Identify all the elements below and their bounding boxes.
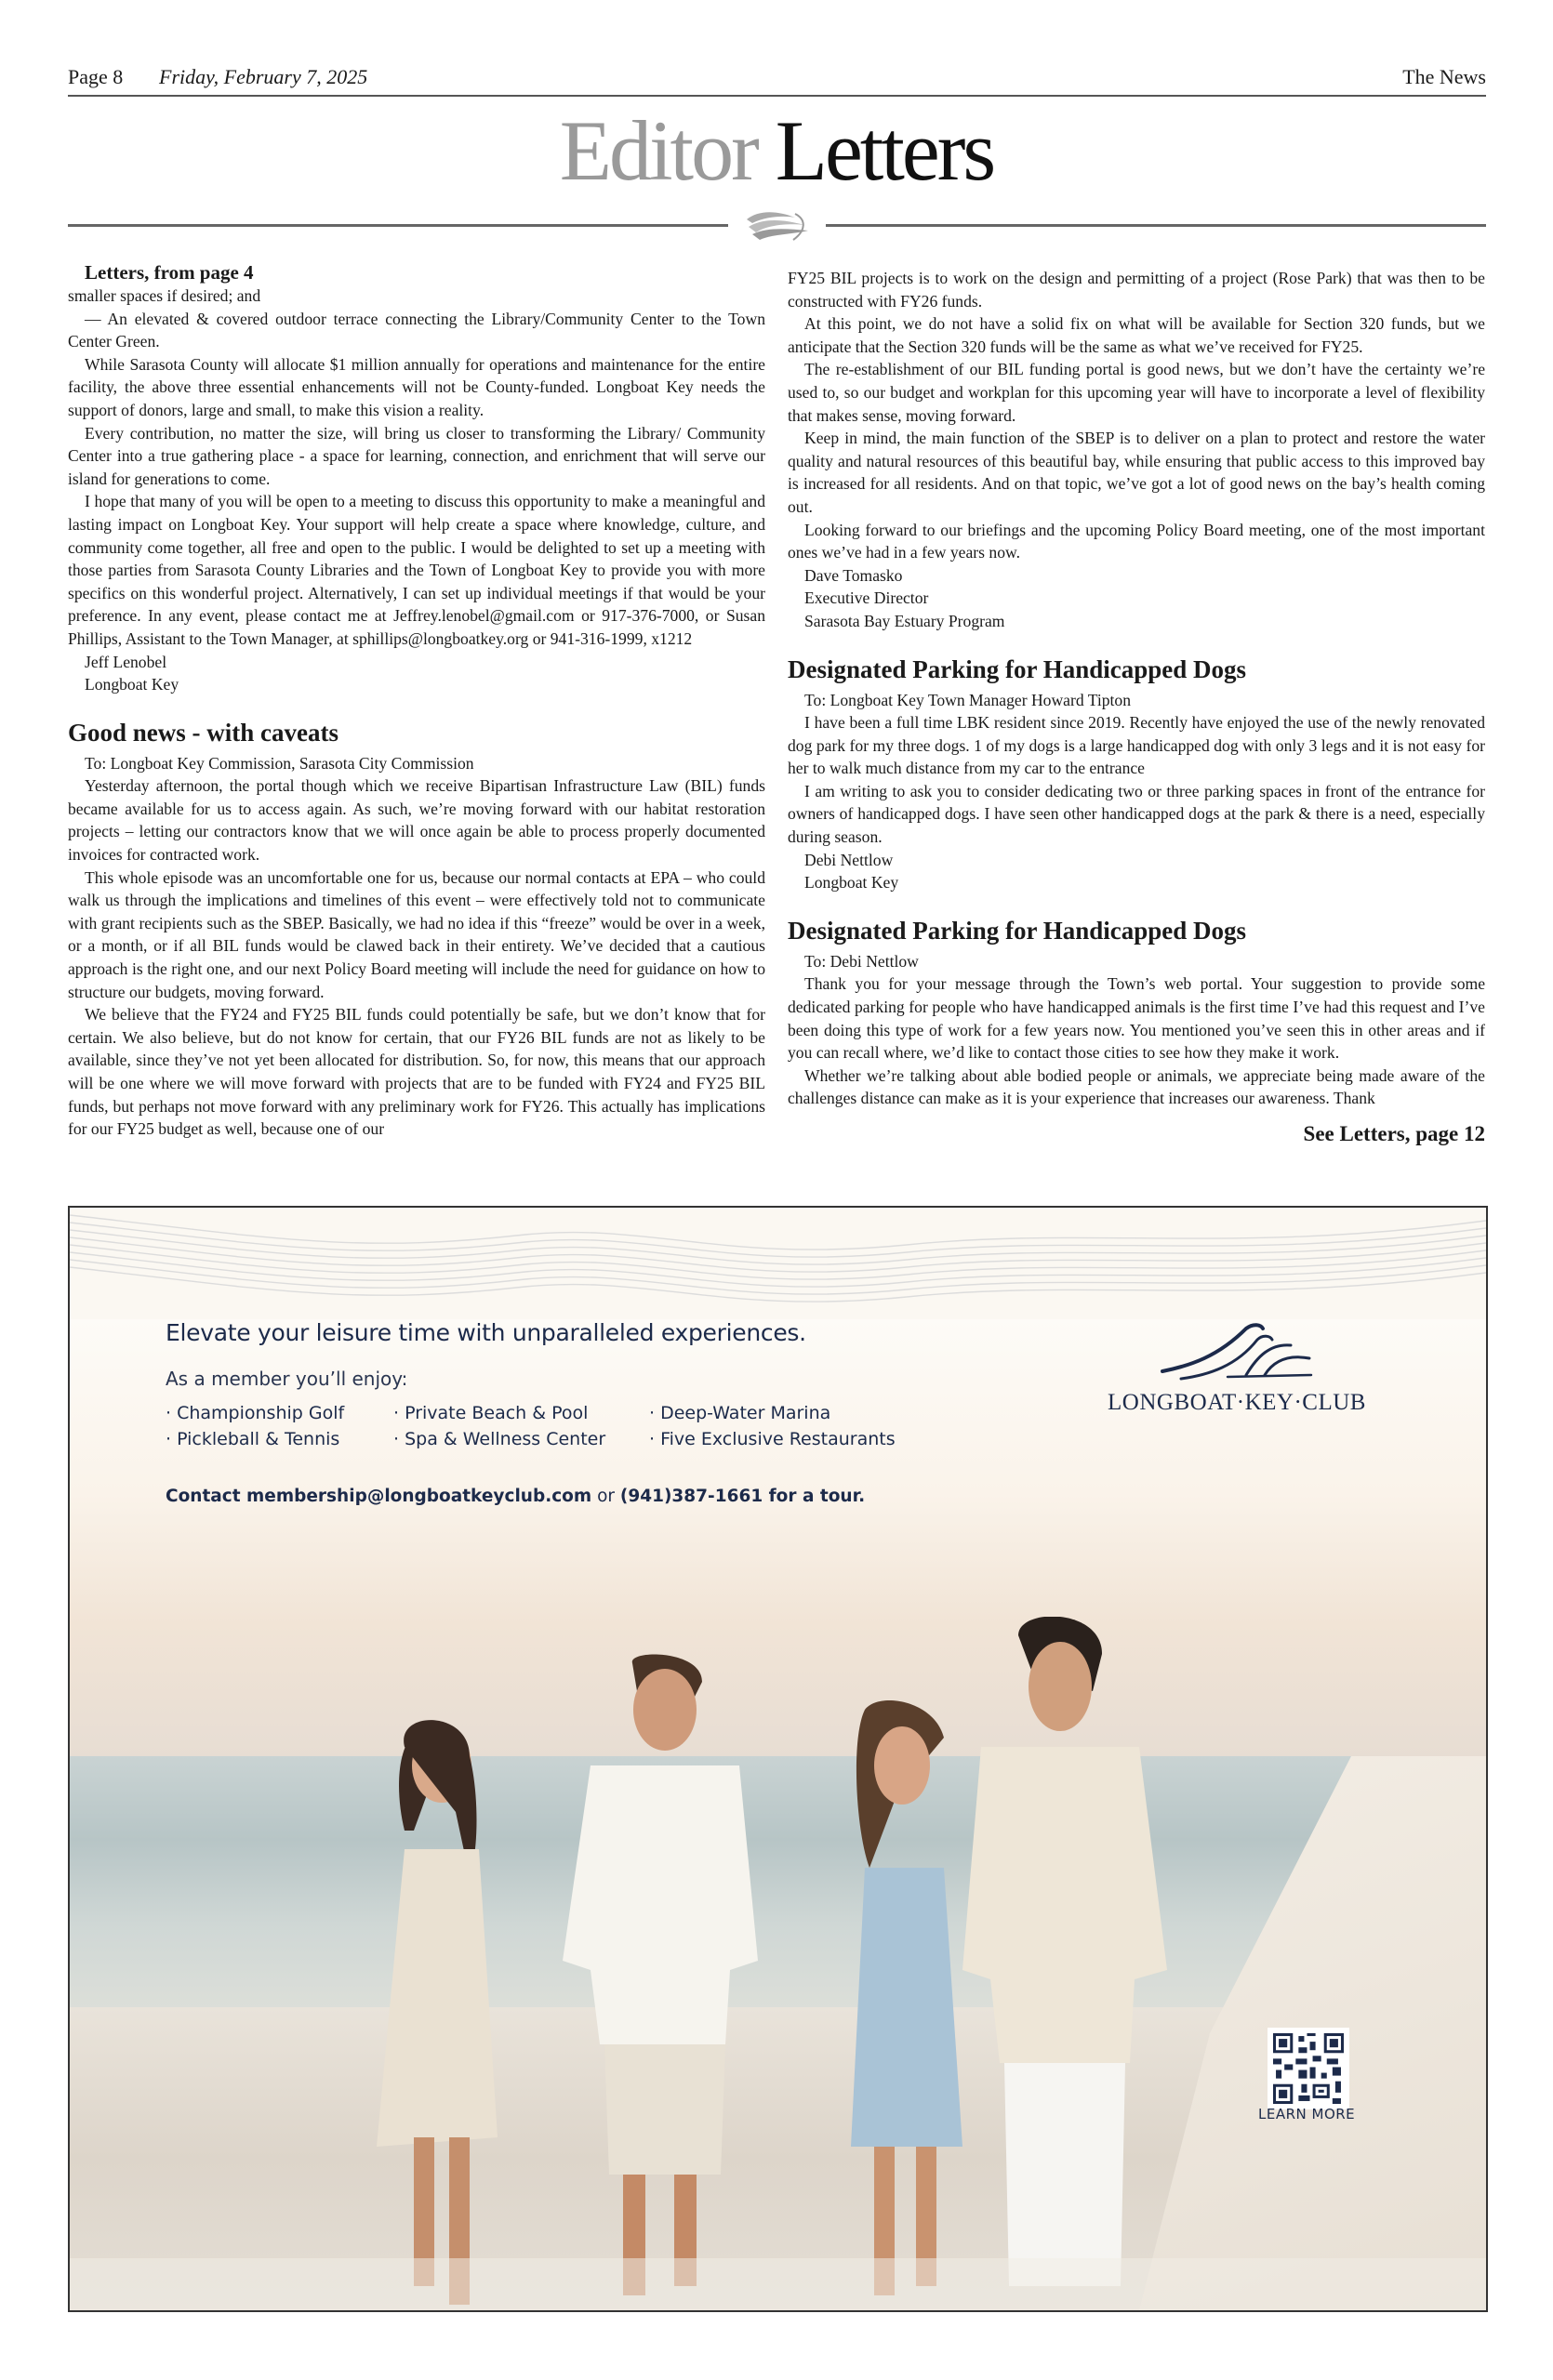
paragraph: At this point, we do not have a solid fix on what will be available for Section 320 funds, but we anticipate that the Section 320 funds will be the same as what we’ve received for FY25. [788, 314, 1485, 356]
letter-headline: Designated Parking for Handicapped Dogs [788, 654, 1247, 683]
paragraph: We believe that the FY24 and FY25 BIL funds could potentially be safe, but we don’t know that for certain. We also believe, but do not know for certain, that our FY26 BIL funds are not as likely to be available, since they’ve not yet been allocated for distribution. So, for now, this means that our approach will be one where we will move forward with projects that are to be funded with FY24 and FY25 BIL funds, but perhaps not move forward with any preliminary work for FY26. This actually has implications for our FY25 budget as well, because one of our [68, 1005, 765, 1139]
paragraph: FY25 BIL projects is to work on the design and permitting of a project (Rose Park) that was then to be constructed with FY26 funds. [788, 269, 1485, 311]
paragraph: Every contribution, no matter the size, will bring us closer to transforming the Library/ Community Center into a true gathering place - a space for learning, connection, and enrichment that will serve our island for generations to come. [68, 423, 765, 488]
ad-headline: Elevate your leisure time with unparalleled experiences. [166, 1319, 806, 1346]
paragraph: This whole episode was an uncomfortable one for us, because our normal contacts at EPA – who could walk us through the implications and timelines of this event – were effectively told not to communicate with grant recipients such as the SBEP. Basically, we had no idea if this “freeze” would be over in a week, or a month, or if all BIL funds would be clawed back in their entirety. We’ve decided that a cautious approach is the right one, and our next Policy Board meeting will include the need for guidance on how to structure our budgets, moving forward. [68, 867, 765, 1001]
paragraph: smaller spaces if desired; and [68, 286, 261, 305]
signature-location: Longboat Key [85, 675, 179, 694]
paragraph: Yesterday afternoon, the portal though which we receive Bipartisan Infrastructure Law (BIL) funds became available for us to access again. As such, we’re moving forward with our habitat restoration projects – letting our contractors know that we will once again be able to process properly documented invoices for contracted work. [68, 776, 765, 865]
ad-photo-foreground [70, 2258, 1486, 2310]
paragraph: — An elevated & covered outdoor terrace connecting the Library/Community Center to the Town Center Green. [68, 309, 765, 351]
continued-from-kicker: Letters, from page 4 [85, 261, 254, 284]
signature-name: Dave Tomasko [804, 565, 903, 585]
qr-code-icon [1273, 2033, 1344, 2104]
paragraph: I have been a full time LBK resident since 2019. Recently have enjoyed the use of the newly renovated dog park for my three dogs. 1 of my dogs is a large handicapped dog with only 3 legs and it is not easy for her to walk much distance from my car to the entrance [788, 713, 1485, 778]
paragraph: Whether we’re talking about able bodied people or animals, we appreciate being made aware of the challenges distance can make as it is your experience that increases our awareness. Thank [788, 1065, 1485, 1108]
contact-phone[interactable]: (941)387-1661 for a tour. [619, 1487, 866, 1506]
paragraph: Keep in mind, the main function of the SBEP is to deliver on a plan to protect and restore the water quality and natural resources of this beautiful bay, while ensuring that public access to this improved bay is increased for all residents. And on that topic, we’ve got a lot of good news on the bay’s health coming out. [788, 429, 1485, 516]
letter-recipient: To: Longboat Key Commission, Sarasota City Commission [85, 753, 474, 773]
left-column [68, 260, 765, 1141]
letter-recipient: To: Longboat Key Town Manager Howard Tipton [804, 690, 1132, 709]
paragraph: Looking forward to our briefings and the upcoming Policy Board meeting, one of the most important ones we’ve had in a few years now. [788, 520, 1485, 562]
benefit-item: · Five Exclusive Restaurants [649, 1429, 896, 1449]
signature-name: Jeff Lenobel [85, 652, 167, 671]
signature-name: Debi Nettlow [804, 850, 894, 869]
photo-person-man-left [544, 1654, 776, 2305]
photo-person-woman-left [339, 1710, 553, 2312]
page-number: Page 8 [68, 65, 124, 88]
photo-person-man-right [953, 1617, 1176, 2312]
section-title-word-1: Editor [559, 103, 757, 198]
contact-email-link[interactable]: Contact membership@longboatkeyclub.com [166, 1487, 592, 1506]
benefit-item: · Spa & Wellness Center [393, 1429, 606, 1449]
club-logo-name: LONGBOAT·KEY·CLUB [1108, 1390, 1366, 1415]
club-logo [1107, 1319, 1367, 1416]
continued-on-link: See Letters, page 12 [1303, 1122, 1485, 1145]
benefit-list [166, 1403, 928, 1449]
benefit-item: · Pickleball & Tennis [166, 1429, 340, 1449]
benefit-item: · Championship Golf [166, 1403, 345, 1423]
ad-contact [166, 1487, 865, 1506]
wave-pattern-icon [70, 1208, 1486, 1319]
wave-logo-icon [1153, 1319, 1321, 1386]
issue-date: Friday, February 7, 2025 [159, 65, 368, 88]
paragraph: I am writing to ask you to consider dedicating two or three parking spaces in front of the entrance for owners of handicapped dogs. I have seen other handicapped dogs at the park & there is a need, especially during season. [788, 781, 1485, 847]
signature-location: Longboat Key [804, 873, 899, 892]
running-header [68, 61, 1486, 97]
paragraph: While Sarasota County will allocate $1 million annually for operations and maintenance for the entire facility, the above three essential enhancements will not be County-funded. Longboat Key needs the support of donors, large and small, to make this vision a reality. [68, 354, 765, 419]
advertisement[interactable] [68, 1206, 1488, 2312]
publication-name: The News [1402, 65, 1486, 88]
section-title-word-2: Letters [775, 103, 994, 198]
ad-subheading: As a member you’ll enjoy: [166, 1368, 408, 1390]
title-rule-left [68, 224, 728, 227]
paragraph: I hope that many of you will be open to a meeting to discuss this opportunity to make a meaningful and lasting impact on Longboat Key. Your support will help create a space where knowledge, culture, and community come together, all free and open to the public. I would be delighted to set up a meeting with those parties from Sarasota County Libraries and the Town of Longboat Key to provide you with more specifics on this wonderful project. Alternatively, I can set up individual meetings if that would be your preference. In any event, please contact me at Jeffrey.lenobel@gmail.com or 917-376-7000, or Susan Phillips, Assistant to the Town Manager, at sphillips@longboatkey.org or 941-316-1999, x1212 [68, 492, 765, 648]
right-column [788, 260, 1485, 1146]
signature-organization: Sarasota Bay Estuary Program [804, 611, 1005, 630]
swash-ornament-icon [739, 206, 816, 244]
letter-recipient: To: Debi Nettlow [804, 951, 919, 971]
paragraph: The re-establishment of our BIL funding portal is good news, but we don’t have the certainty we’re used to, so our budget and workplan for this upcoming year will have to incorporate a level of flexibility that makes sense, moving forward. [788, 360, 1485, 425]
contact-or: or [591, 1487, 620, 1506]
title-rule-right [826, 224, 1486, 227]
learn-more-label[interactable]: LEARN MORE [1258, 2106, 1356, 2122]
signature-title: Executive Director [804, 588, 929, 608]
section-title [0, 104, 1553, 197]
benefit-item: · Private Beach & Pool [393, 1403, 589, 1423]
paragraph: Thank you for your message through the Town’s web portal. Your suggestion to provide some dedicated parking for people who have handicapped animals is the first time I’ve had this request and I’ve been doing this type of work for a few years now. You mentioned you’ve seen this in other areas and if you can recall where, we’d like to contact those cities to see how they make it work. [788, 974, 1485, 1063]
letter-headline: Good news - with caveats [68, 718, 338, 747]
qr-code[interactable] [1268, 2028, 1349, 2109]
letter-headline: Designated Parking for Handicapped Dogs [788, 916, 1247, 945]
benefit-item: · Deep-Water Marina [649, 1403, 831, 1423]
